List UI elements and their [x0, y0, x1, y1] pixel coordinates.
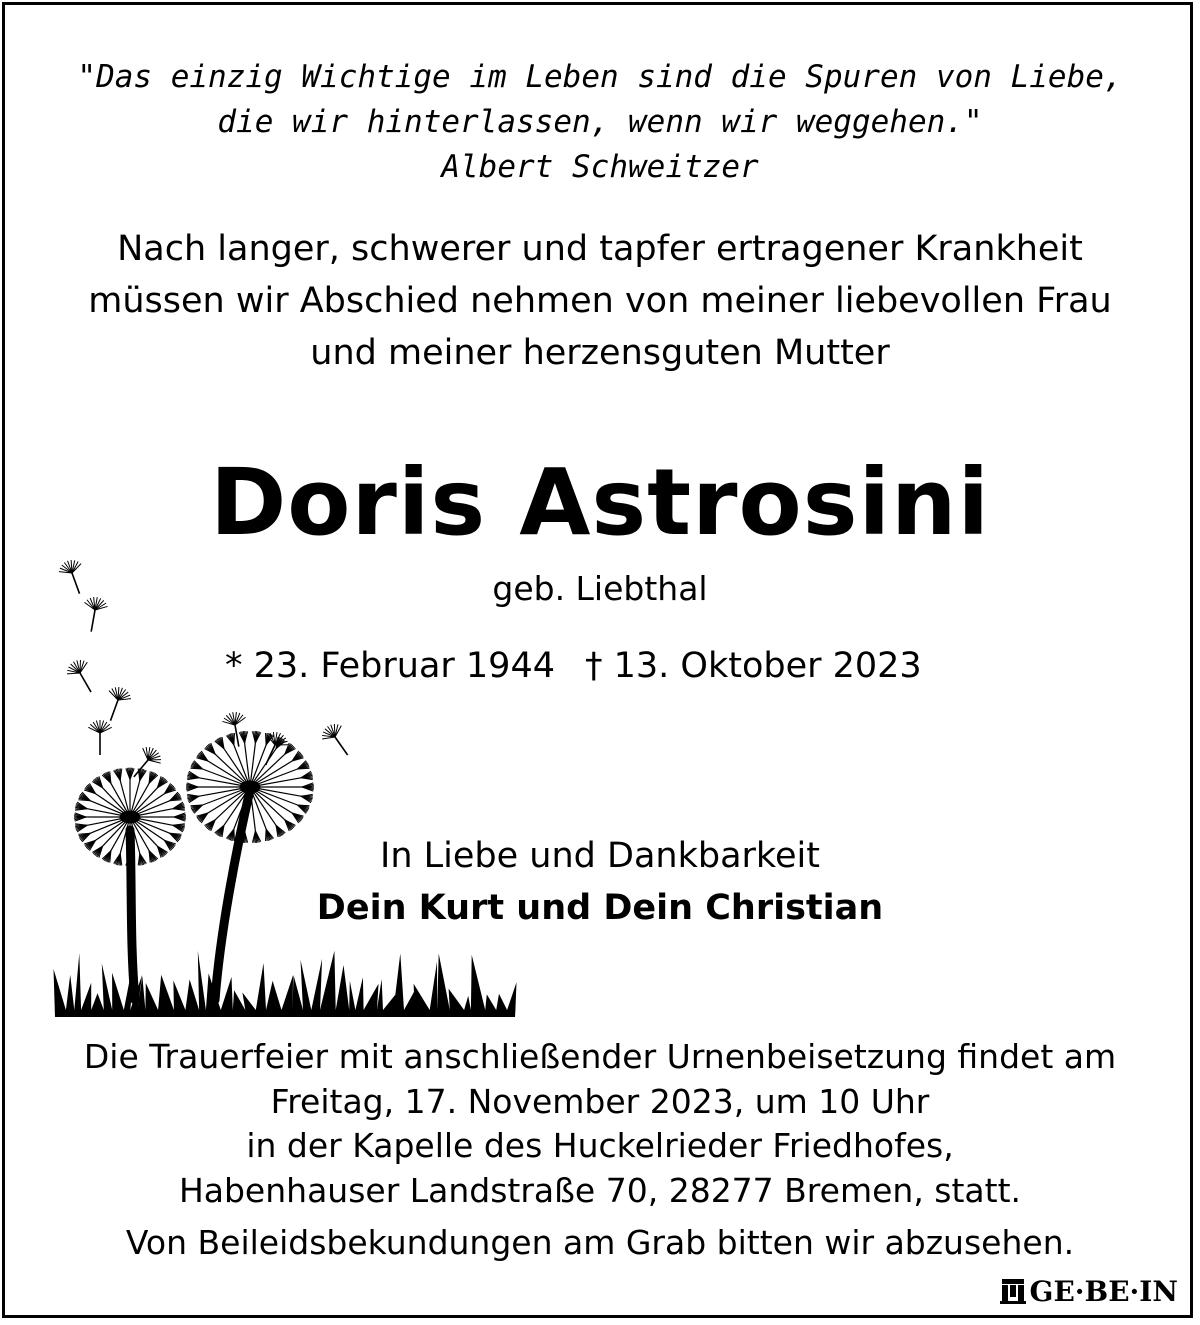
- intro-text: [0, 223, 1200, 379]
- grass-silhouette: [54, 950, 517, 1017]
- maiden-name: geb. Liebthal: [492, 569, 708, 608]
- quote-line-1: "Das einzig Wichtige im Leben sind die Spuren von Liebe,: [77, 59, 1123, 95]
- intro-line-3: und meiner herzensguten Mutter: [310, 333, 890, 373]
- birth-date: * 23. Februar 1944: [225, 646, 555, 686]
- funeral-line-3: in der Kapelle des Huckelrieder Friedhofes,: [246, 1126, 954, 1165]
- quote-author: Albert Schweitzer: [441, 149, 759, 185]
- deceased-name: Doris Astrosini: [209, 449, 991, 556]
- quote-line-2: die wir hinterlassen, wenn wir weggehen.": [217, 104, 983, 140]
- condolence-note: Von Beileidsbekundungen am Grab bitten wir abzusehen.: [125, 1223, 1075, 1262]
- signoff-phrase: In Liebe und Dankbarkeit: [380, 836, 820, 876]
- signers: Dein Kurt und Dein Christian: [316, 888, 884, 928]
- dandelion-icon: [50, 555, 520, 1020]
- logo-text: GE·BE·IN: [1029, 1274, 1178, 1308]
- funeral-info: [0, 1035, 1200, 1266]
- funeral-line-1: Die Trauerfeier mit anschließender Urnenbeisetzung findet am: [83, 1037, 1117, 1076]
- intro-line-1: Nach langer, schwerer und tapfer ertragener Krankheit: [117, 229, 1083, 269]
- funeral-line-2: Freitag, 17. November 2023, um 10 Uhr: [270, 1081, 930, 1121]
- funeral-line-4: Habenhauser Landstraße 70, 28277 Bremen, statt.: [178, 1170, 1022, 1210]
- quote: [0, 55, 1200, 190]
- publisher-logo: [1000, 1273, 1178, 1309]
- dandelion-stems: [130, 790, 250, 1000]
- intro-line-2: müssen wir Abschied nehmen von meiner liebevollen Frau: [88, 281, 1112, 321]
- building-icon: [1000, 1278, 1026, 1304]
- death-date: † 13. Oktober 2023: [585, 646, 922, 686]
- signoff: [300, 830, 900, 934]
- dandelion-heads: [74, 731, 314, 866]
